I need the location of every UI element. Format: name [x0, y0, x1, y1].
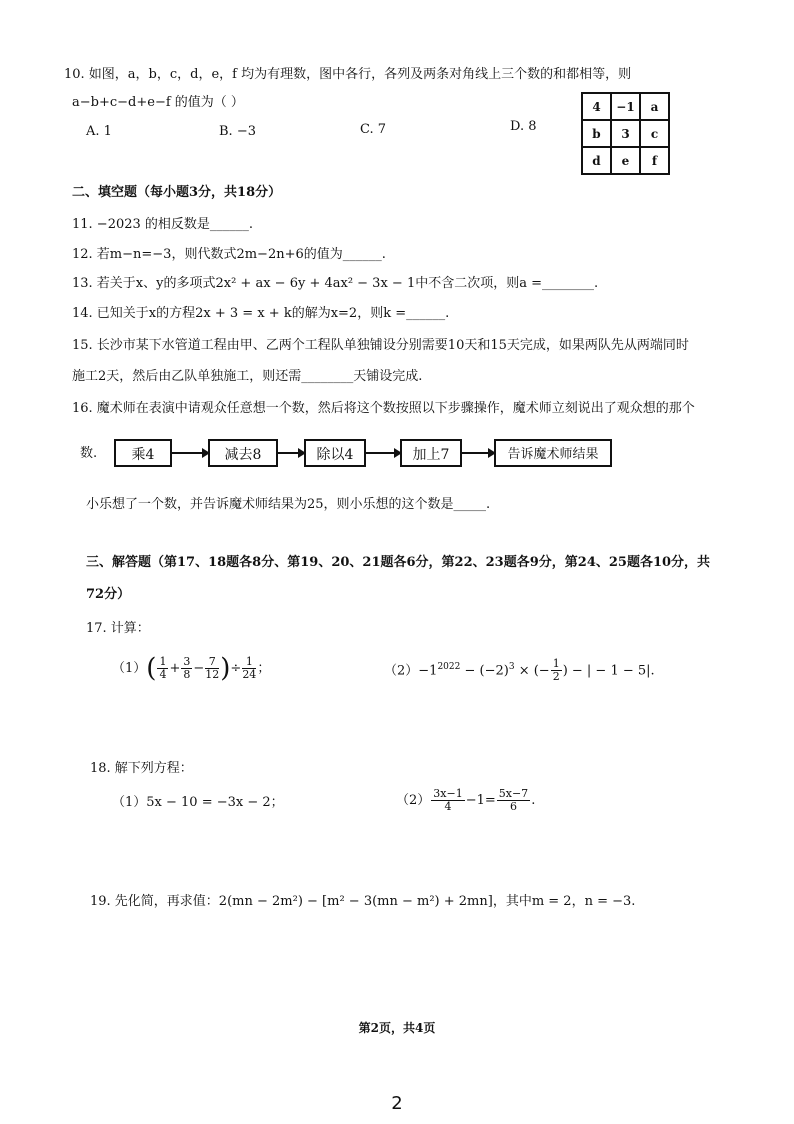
grid-cell: b	[582, 120, 611, 147]
q10-option-b: B. −3	[219, 124, 256, 139]
q15-line2: 施工2天，然后由乙队单独施工，则还需________天铺设完成.	[72, 369, 423, 384]
grid-cell: d	[582, 147, 611, 174]
section3-heading: 三、解答题（第17、18题各8分、第19、20、21题各6分，第22、23题各9分，第24、25题各10分，共	[86, 555, 711, 570]
q14: 14. 已知关于x的方程2x + 3 = x + k的解为x=2，则k =______.	[72, 306, 450, 321]
flow-arrow	[172, 452, 208, 454]
denominator: 6	[509, 800, 517, 813]
magic-square-grid	[581, 92, 670, 175]
q18: 18. 解下列方程：	[90, 761, 193, 776]
flow-arrow	[462, 452, 494, 454]
q10-line1: 10. 如图，a，b，c，d，e，f 均为有理数，图中各行，各列及两条对角线上三个数的和都相等，则	[64, 67, 632, 82]
q16-line1: 16. 魔术师在表演中请观众任意想一个数，然后将这个数按照以下步骤操作，魔术师立刻说出了观众想的那个	[72, 401, 695, 416]
q17-part2	[384, 652, 655, 686]
section2-heading: 二、填空题（每小题3分，共18分）	[72, 185, 282, 200]
flow-step-subtract: 减去8	[208, 439, 278, 467]
term: −1	[418, 663, 438, 679]
numerator: 5x−7	[498, 787, 529, 800]
q19: 19. 先化简，再求值：2(mn − 2m²) − [m² − 3(mn − m²) + 2mn]，其中m = 2，n = −3.	[90, 894, 636, 909]
q12: 12. 若m−n=−3，则代数式2m−2n+6的值为______.	[72, 247, 386, 262]
q16-prefix: 数.	[80, 446, 98, 461]
numerator: 7	[205, 656, 219, 669]
q10-option-a: A. 1	[86, 124, 112, 139]
left-paren: (	[146, 653, 157, 684]
grid-cell: 4	[582, 93, 611, 120]
fraction	[242, 656, 256, 681]
right-paren: )	[220, 653, 231, 684]
fraction	[497, 788, 530, 813]
grid-cell: −1	[611, 93, 640, 120]
term: − (−2)	[460, 663, 509, 679]
numerator: 3	[183, 655, 191, 668]
q16-line3: 小乐想了一个数，并告诉魔术师结果为25，则小乐想的这个数是_____.	[86, 497, 491, 512]
flow-step-add: 加上7	[400, 439, 462, 467]
q18-part1: （1）5x − 10 = −3x − 2；	[112, 795, 284, 810]
q17-2-label: （2）	[384, 663, 419, 679]
flow-step-divide: 除以4	[304, 439, 366, 467]
page-number: 2	[391, 1093, 403, 1114]
grid-cell: f	[640, 147, 669, 174]
grid-cell: a	[640, 93, 669, 120]
q13: 13. 若关于x、y的多项式2x² + ax − 6y + 4ax² − 3x − 1中不含二次项，则a =________.	[72, 276, 599, 291]
q10-option-d: D. 8	[510, 119, 537, 134]
denominator: 24	[242, 668, 257, 681]
denominator: 2	[552, 670, 560, 684]
numerator: 1	[159, 655, 167, 668]
q17: 17. 计算：	[86, 621, 150, 636]
term: .	[531, 793, 536, 808]
denominator: 12	[205, 668, 220, 681]
term: ) − | − 1 − 5|.	[562, 663, 655, 679]
grid-cell: e	[611, 147, 640, 174]
numerator: 1	[242, 656, 256, 669]
q10-line2: a−b+c−d+e−f 的值为（ ）	[72, 95, 244, 110]
term: −1=	[465, 793, 496, 808]
q17-1-label: （1）	[112, 661, 147, 676]
flow-step-result: 告诉魔术师结果	[494, 439, 612, 467]
fraction	[431, 788, 464, 813]
denominator: 4	[444, 800, 452, 813]
q18-part2	[396, 786, 535, 816]
grid-cell: 3	[611, 120, 640, 147]
denominator: 8	[183, 668, 191, 681]
grid-cell: c	[640, 120, 669, 147]
term: × (−	[514, 663, 550, 679]
flow-arrow	[366, 452, 400, 454]
numerator: 3x−1	[433, 787, 463, 800]
q18-2-label: （2）	[396, 793, 431, 808]
section3-heading-2: 72分）	[86, 587, 131, 602]
flow-step-multiply: 乘4	[114, 439, 172, 467]
flow-arrow	[278, 452, 304, 454]
q17-part1: （1）( $\frac{1}{4}$ + $\frac{3}{8}$ − $\frac{7}{12}$ )÷ $\frac{1}{24}$ ；	[112, 653, 271, 684]
fraction	[205, 656, 219, 681]
fraction	[551, 658, 562, 683]
exponent: 3	[508, 662, 515, 672]
numerator: 1	[552, 657, 560, 671]
page-footer: 第2页，共4页	[358, 1021, 436, 1035]
fraction	[181, 656, 192, 681]
denominator: 4	[159, 668, 167, 681]
q15-line1: 15. 长沙市某下水管道工程由甲、乙两个工程队单独铺设分别需要10天和15天完成，如果两队先从两端同时	[72, 338, 689, 353]
q11: 11. −2023 的相反数是______.	[72, 217, 254, 232]
fraction	[157, 656, 168, 681]
exponent: 2022	[437, 662, 461, 672]
q10-option-c: C. 7	[360, 122, 387, 137]
